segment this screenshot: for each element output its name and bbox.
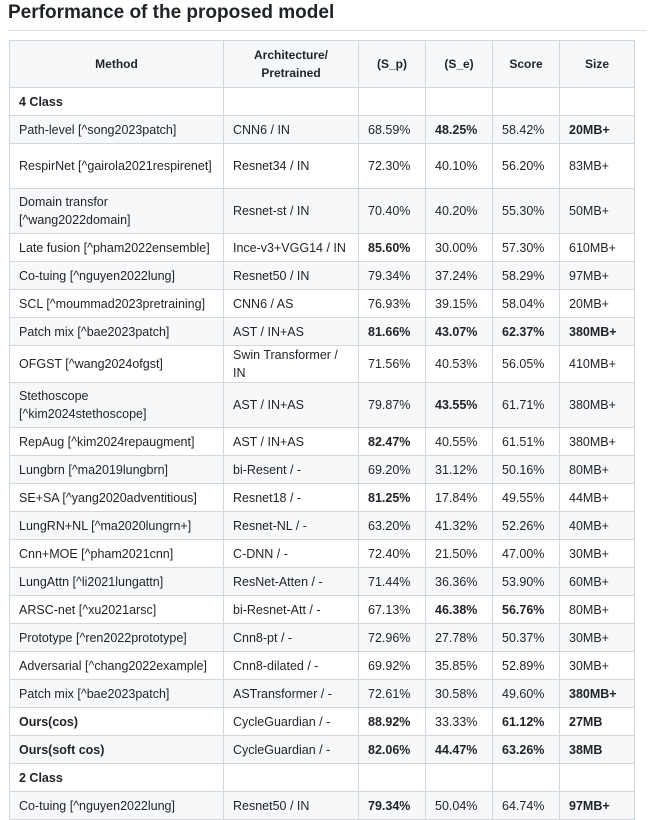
table-row — [10, 568, 635, 596]
cell-se: 44.47% — [426, 736, 493, 764]
performance-table — [9, 40, 635, 820]
cell-architecture: Cnn8-pt / - — [224, 624, 359, 652]
cell-method: Domain transfor [^wang2022domain] — [10, 189, 224, 234]
cell-architecture: Ince-v3+VGG14 / IN — [224, 234, 359, 262]
cell-se: 40.10% — [426, 144, 493, 189]
header-score: Score — [493, 41, 560, 88]
cell-method: Path-level [^song2023patch] — [10, 116, 224, 144]
cell-score: 52.89% — [493, 652, 560, 680]
cell-architecture: CycleGuardian / - — [224, 708, 359, 736]
cell-architecture: Cnn8-dilated / - — [224, 652, 359, 680]
cell-method: RepAug [^kim2024repaugment] — [10, 428, 224, 456]
empty-cell — [426, 764, 493, 792]
cell-architecture: Swin Transformer / IN — [224, 346, 359, 383]
cell-architecture: bi-Resnet-Att / - — [224, 596, 359, 624]
cell-score: 58.42% — [493, 116, 560, 144]
cell-score: 58.04% — [493, 290, 560, 318]
cell-score: 62.37% — [493, 318, 560, 346]
cell-method: RespirNet [^gairola2021respirenet] — [10, 144, 224, 189]
cell-size: 40MB+ — [560, 512, 635, 540]
cell-method: Prototype [^ren2022prototype] — [10, 624, 224, 652]
cell-sp: 79.87% — [359, 383, 426, 428]
cell-sp: 88.92% — [359, 708, 426, 736]
table-row — [10, 736, 635, 764]
cell-se: 50.04% — [426, 792, 493, 820]
cell-method: LungAttn [^li2021lungattn] — [10, 568, 224, 596]
table-row — [10, 596, 635, 624]
cell-architecture: Resnet18 / - — [224, 484, 359, 512]
empty-cell — [493, 764, 560, 792]
cell-size: 380MB+ — [560, 428, 635, 456]
cell-method: Cnn+MOE [^pham2021cnn] — [10, 540, 224, 568]
cell-size: 60MB+ — [560, 568, 635, 596]
cell-method: Patch mix [^bae2023patch] — [10, 680, 224, 708]
cell-sp: 63.20% — [359, 512, 426, 540]
cell-architecture: C-DNN / - — [224, 540, 359, 568]
header-sp: (S_p) — [359, 41, 426, 88]
cell-method: Ours(cos) — [10, 708, 224, 736]
table-row — [10, 540, 635, 568]
table-row — [10, 708, 635, 736]
cell-sp: 71.56% — [359, 346, 426, 383]
cell-score: 56.76% — [493, 596, 560, 624]
cell-size: 30MB+ — [560, 540, 635, 568]
cell-architecture: ResNet-Atten / - — [224, 568, 359, 596]
table-row — [10, 624, 635, 652]
cell-method: ARSC-net [^xu2021arsc] — [10, 596, 224, 624]
cell-score: 56.05% — [493, 346, 560, 383]
cell-score: 50.16% — [493, 456, 560, 484]
cell-se: 40.20% — [426, 189, 493, 234]
cell-se: 43.07% — [426, 318, 493, 346]
cell-size: 30MB+ — [560, 652, 635, 680]
page-title: Performance of the proposed model — [8, 2, 335, 23]
cell-se: 43.55% — [426, 383, 493, 428]
cell-sp: 72.30% — [359, 144, 426, 189]
cell-method: Co-tuing [^nguyen2022lung] — [10, 792, 224, 820]
header-size: Size — [560, 41, 635, 88]
cell-score: 49.55% — [493, 484, 560, 512]
cell-score: 61.71% — [493, 383, 560, 428]
cell-score: 50.37% — [493, 624, 560, 652]
table-row — [10, 484, 635, 512]
table-row — [10, 144, 635, 189]
table-row — [10, 262, 635, 290]
table-row — [10, 290, 635, 318]
cell-score: 63.26% — [493, 736, 560, 764]
cell-se: 40.55% — [426, 428, 493, 456]
cell-score: 49.60% — [493, 680, 560, 708]
cell-sp: 72.40% — [359, 540, 426, 568]
cell-size: 80MB+ — [560, 456, 635, 484]
table-row — [10, 456, 635, 484]
cell-se: 30.00% — [426, 234, 493, 262]
table-row — [10, 116, 635, 144]
cell-size: 44MB+ — [560, 484, 635, 512]
cell-sp: 69.20% — [359, 456, 426, 484]
cell-sp: 81.25% — [359, 484, 426, 512]
cell-architecture: Resnet34 / IN — [224, 144, 359, 189]
cell-method: SE+SA [^yang2020adventitious] — [10, 484, 224, 512]
cell-score: 64.74% — [493, 792, 560, 820]
cell-sp: 68.59% — [359, 116, 426, 144]
empty-cell — [359, 88, 426, 116]
table-row — [10, 680, 635, 708]
section-label: 2 Class — [10, 764, 224, 792]
cell-sp: 82.06% — [359, 736, 426, 764]
cell-sp: 71.44% — [359, 568, 426, 596]
cell-method: SCL [^moummad2023pretraining] — [10, 290, 224, 318]
cell-score: 58.29% — [493, 262, 560, 290]
cell-architecture: CNN6 / IN — [224, 116, 359, 144]
cell-se: 39.15% — [426, 290, 493, 318]
cell-size: 20MB+ — [560, 116, 635, 144]
cell-method: Adversarial [^chang2022example] — [10, 652, 224, 680]
cell-architecture: Resnet-st / IN — [224, 189, 359, 234]
cell-sp: 79.34% — [359, 262, 426, 290]
table-row — [10, 234, 635, 262]
cell-se: 27.78% — [426, 624, 493, 652]
cell-sp: 70.40% — [359, 189, 426, 234]
cell-score: 61.51% — [493, 428, 560, 456]
cell-size: 97MB+ — [560, 262, 635, 290]
cell-se: 41.32% — [426, 512, 493, 540]
header-method: Method — [10, 41, 224, 88]
table-row — [10, 346, 635, 383]
table-row — [10, 189, 635, 234]
empty-cell — [560, 764, 635, 792]
cell-architecture: CNN6 / AS — [224, 290, 359, 318]
cell-score: 56.20% — [493, 144, 560, 189]
cell-method: LungRN+NL [^ma2020lungrn+] — [10, 512, 224, 540]
cell-sp: 76.93% — [359, 290, 426, 318]
cell-architecture: Resnet50 / IN — [224, 792, 359, 820]
cell-sp: 69.92% — [359, 652, 426, 680]
table-row — [10, 652, 635, 680]
cell-method: Ours(soft cos) — [10, 736, 224, 764]
cell-se: 33.33% — [426, 708, 493, 736]
cell-size: 30MB+ — [560, 624, 635, 652]
cell-sp: 72.61% — [359, 680, 426, 708]
cell-method: Late fusion [^pham2022ensemble] — [10, 234, 224, 262]
empty-cell — [493, 88, 560, 116]
cell-se: 31.12% — [426, 456, 493, 484]
cell-architecture: Resnet-NL / - — [224, 512, 359, 540]
table-row — [10, 318, 635, 346]
empty-cell — [224, 764, 359, 792]
cell-architecture: bi-Resent / - — [224, 456, 359, 484]
cell-score: 52.26% — [493, 512, 560, 540]
table-row — [10, 383, 635, 428]
cell-size: 20MB+ — [560, 290, 635, 318]
empty-cell — [359, 764, 426, 792]
cell-architecture: ASTransformer / - — [224, 680, 359, 708]
cell-sp: 81.66% — [359, 318, 426, 346]
header-se: (S_e) — [426, 41, 493, 88]
cell-method: OFGST [^wang2024ofgst] — [10, 346, 224, 383]
cell-size: 83MB+ — [560, 144, 635, 189]
cell-sp: 79.34% — [359, 792, 426, 820]
title-divider — [8, 30, 646, 31]
cell-se: 35.85% — [426, 652, 493, 680]
cell-score: 53.90% — [493, 568, 560, 596]
cell-size: 380MB+ — [560, 383, 635, 428]
cell-method: Patch mix [^bae2023patch] — [10, 318, 224, 346]
cell-score: 61.12% — [493, 708, 560, 736]
cell-method: Co-tuing [^nguyen2022lung] — [10, 262, 224, 290]
table-body — [10, 88, 635, 820]
cell-se: 21.50% — [426, 540, 493, 568]
cell-sp: 85.60% — [359, 234, 426, 262]
table-row — [10, 792, 635, 820]
cell-size: 380MB+ — [560, 680, 635, 708]
cell-se: 30.58% — [426, 680, 493, 708]
header-architecture: Architecture/ Pretrained — [224, 41, 359, 88]
cell-architecture: AST / IN+AS — [224, 383, 359, 428]
cell-size: 38MB — [560, 736, 635, 764]
table-header-row — [10, 41, 635, 88]
table-row — [10, 512, 635, 540]
cell-se: 46.38% — [426, 596, 493, 624]
cell-se: 37.24% — [426, 262, 493, 290]
cell-score: 47.00% — [493, 540, 560, 568]
cell-size: 610MB+ — [560, 234, 635, 262]
cell-score: 55.30% — [493, 189, 560, 234]
cell-size: 380MB+ — [560, 318, 635, 346]
cell-size: 410MB+ — [560, 346, 635, 383]
cell-method: Stethoscope [^kim2024stethoscope] — [10, 383, 224, 428]
empty-cell — [426, 88, 493, 116]
section-label: 4 Class — [10, 88, 224, 116]
empty-cell — [224, 88, 359, 116]
section-row — [10, 764, 635, 792]
cell-size: 97MB+ — [560, 792, 635, 820]
cell-architecture: CycleGuardian / - — [224, 736, 359, 764]
cell-size: 80MB+ — [560, 596, 635, 624]
cell-architecture: AST / IN+AS — [224, 428, 359, 456]
cell-size: 50MB+ — [560, 189, 635, 234]
cell-method: Lungbrn [^ma2019lungbrn] — [10, 456, 224, 484]
cell-se: 17.84% — [426, 484, 493, 512]
cell-sp: 82.47% — [359, 428, 426, 456]
cell-architecture: AST / IN+AS — [224, 318, 359, 346]
cell-score: 57.30% — [493, 234, 560, 262]
cell-size: 27MB — [560, 708, 635, 736]
cell-se: 36.36% — [426, 568, 493, 596]
section-row — [10, 88, 635, 116]
table-row — [10, 428, 635, 456]
cell-architecture: Resnet50 / IN — [224, 262, 359, 290]
cell-sp: 67.13% — [359, 596, 426, 624]
cell-se: 48.25% — [426, 116, 493, 144]
cell-se: 40.53% — [426, 346, 493, 383]
cell-sp: 72.96% — [359, 624, 426, 652]
empty-cell — [560, 88, 635, 116]
